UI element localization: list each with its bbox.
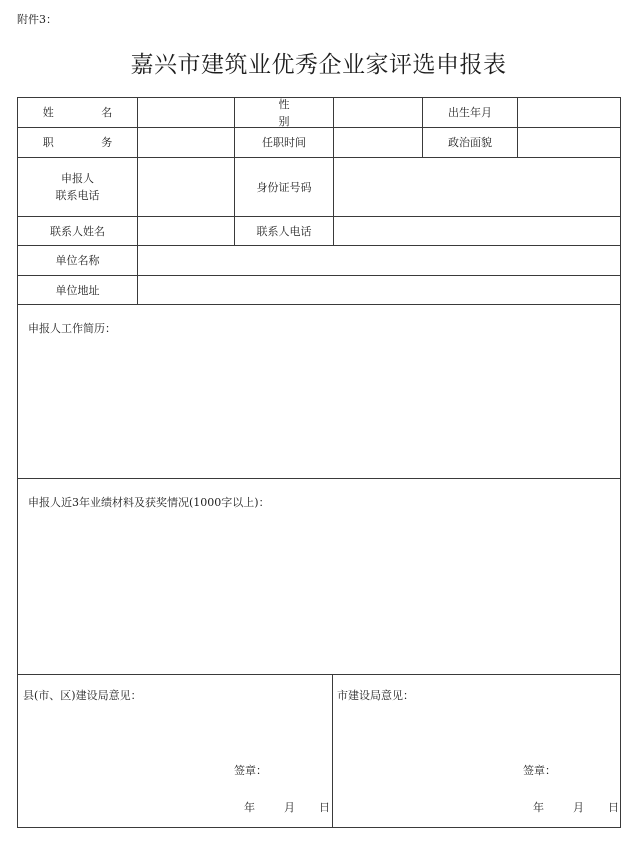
politics-field[interactable] (518, 128, 620, 157)
gender-field[interactable] (334, 98, 422, 127)
company-name-label: 单位名称 (55, 254, 100, 267)
row-divider (18, 674, 620, 675)
politics-label: 政治面貌 (448, 136, 492, 149)
resume-label: 申报人工作简历： (28, 322, 116, 335)
applicant-phone-label-line1: 申报人 (61, 172, 94, 185)
contact-name-field[interactable] (138, 217, 234, 245)
row-divider (18, 478, 620, 479)
tenure-field[interactable] (334, 128, 422, 157)
attachment-label: 附件3： (17, 13, 57, 26)
city-date-day: 日 (608, 801, 619, 814)
county-date-year: 年 (244, 801, 255, 814)
birth-label: 出生年月 (448, 106, 492, 119)
row-divider (18, 304, 620, 305)
id-number-field[interactable] (334, 158, 620, 216)
id-number-label: 身份证号码 (256, 180, 312, 194)
achievements-field[interactable] (18, 512, 620, 674)
gender-label: 性 别 (278, 97, 312, 128)
city-opinion-label: 市建设局意见： (337, 689, 414, 702)
company-name-field[interactable] (138, 246, 620, 275)
name-label: 姓 名 (42, 106, 135, 119)
city-date-month: 月 (573, 801, 584, 814)
application-form-table (17, 97, 621, 828)
applicant-phone-label (18, 158, 137, 216)
tenure-label: 任职时间 (262, 136, 306, 149)
name-field[interactable] (138, 98, 234, 127)
city-date-year: 年 (533, 801, 544, 814)
county-opinion-label: 县(市、区)建设局意见： (23, 689, 142, 702)
position-field[interactable] (138, 128, 234, 157)
birth-field[interactable] (518, 98, 620, 127)
applicant-phone-label-line2: 联系电话 (55, 189, 100, 202)
county-date-month: 月 (284, 801, 295, 814)
contact-name-label: 联系人姓名 (50, 224, 105, 238)
company-address-field[interactable] (138, 276, 620, 304)
county-date (244, 801, 330, 815)
form-title: 嘉兴市建筑业优秀企业家评选申报表 (130, 52, 507, 78)
county-date-day: 日 (319, 801, 330, 814)
contact-phone-label: 联系人电话 (256, 224, 312, 238)
column-divider (332, 674, 333, 827)
contact-phone-field[interactable] (334, 217, 620, 245)
resume-field[interactable] (18, 338, 620, 478)
achievements-label: 申报人近3年业绩材料及获奖情况(1000字以上)： (28, 496, 270, 509)
county-stamp-label: 签章： (234, 764, 267, 777)
city-stamp-label: 签章： (523, 764, 556, 777)
position-label: 职 务 (42, 136, 135, 149)
city-date (533, 801, 619, 815)
applicant-phone-field[interactable] (138, 158, 234, 216)
company-address-label: 单位地址 (55, 283, 100, 297)
